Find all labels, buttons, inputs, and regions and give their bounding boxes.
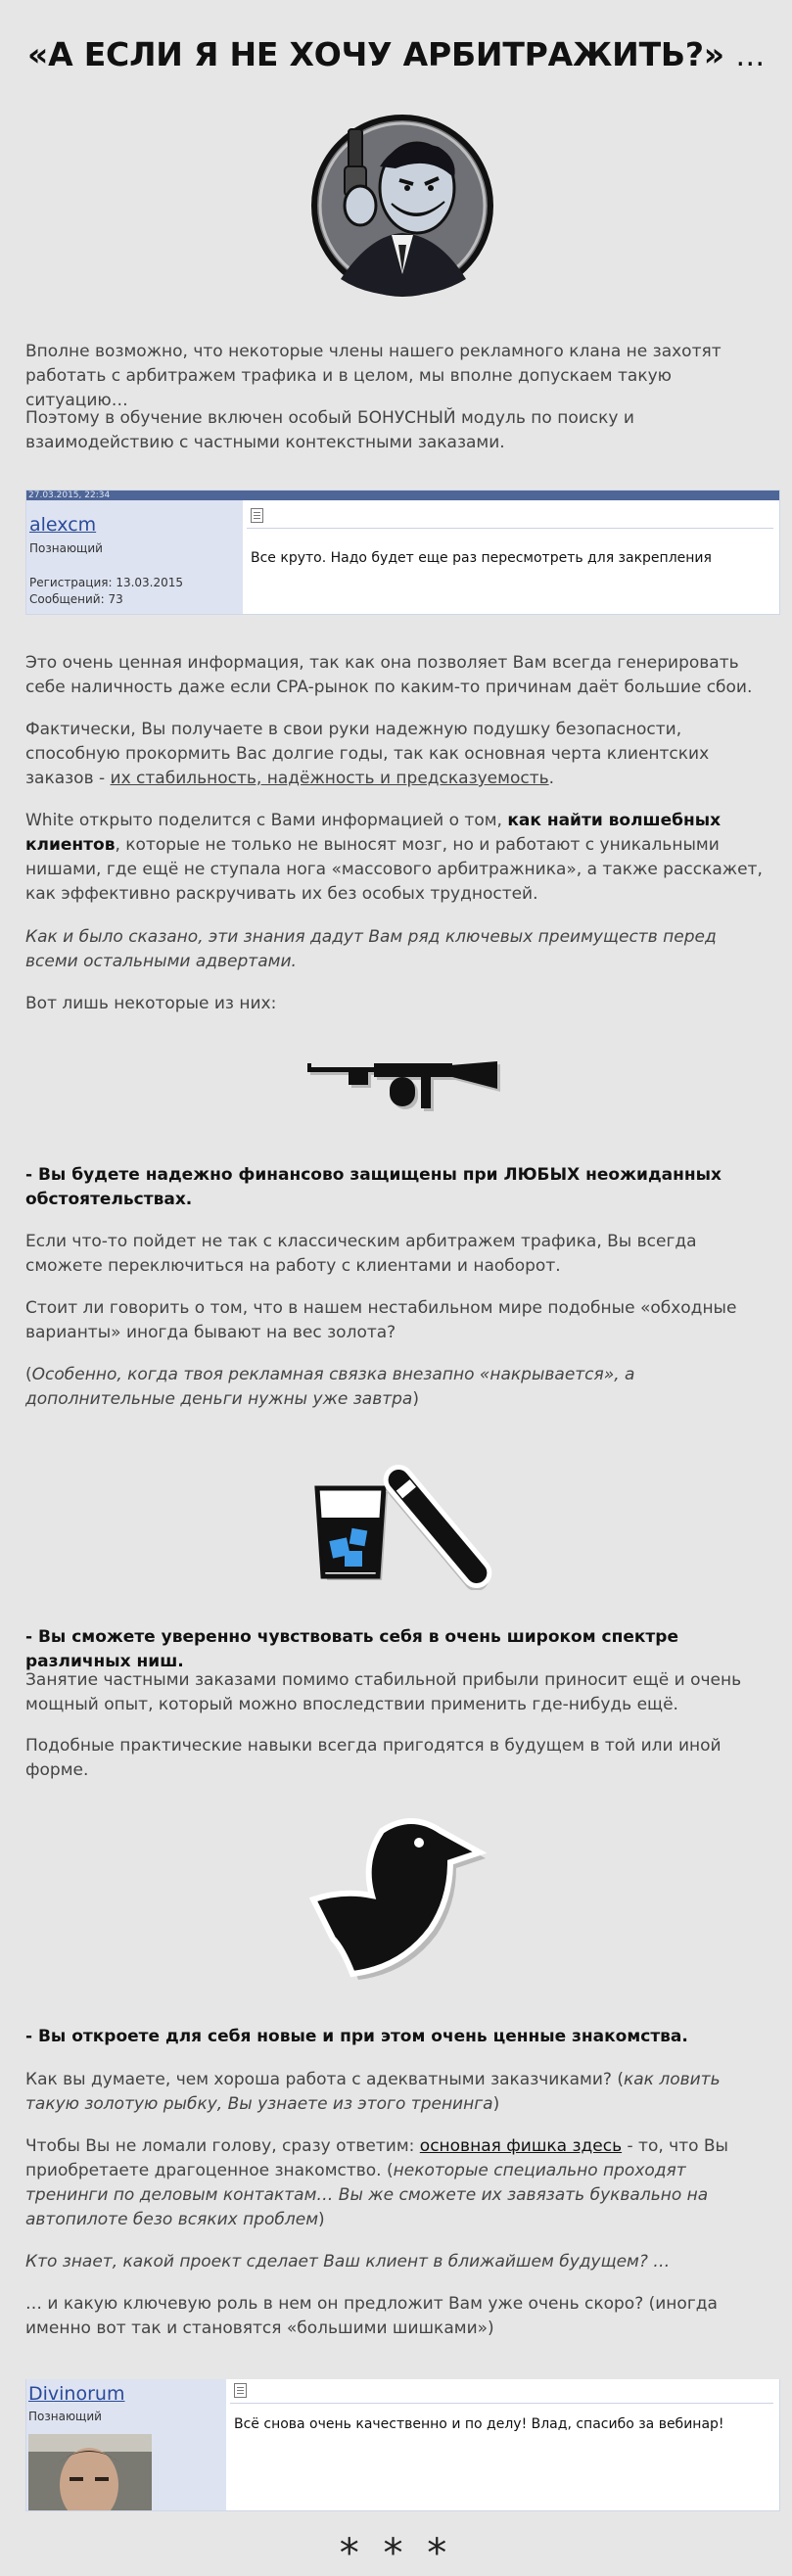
forum-user-rank: Познающий	[28, 2410, 102, 2423]
benefit-1-paragraph-3-close: )	[412, 1389, 419, 1409]
benefit-1-paragraph-3-text: Особенно, когда твоя рекламная связка внезапно «накрывается», а дополнительные деньги нужны уже завтра	[25, 1365, 635, 1409]
forum-screenshot-1	[25, 490, 780, 615]
page-title-ellipsis: …	[735, 39, 766, 73]
cigar-icon	[374, 1463, 501, 1590]
section-divider-stars: * * *	[339, 2531, 453, 2576]
intro-paragraph-2: Поэтому в обучение включен особый БОНУСНЫЙ модуль по поиску и взаимодействию с частными контекстными заказами.	[25, 408, 634, 452]
benefit-1-heading: - Вы будете надежно финансово защищены при ЛЮБЫХ неожиданных обстоятельствах.	[25, 1165, 722, 1209]
body-paragraph-1: Это очень ценная информация, так как она позволяет Вам всегда генерировать себе наличность даже если CPA-рынок по каким-то причинам даёт большие сбои.	[25, 653, 753, 697]
forum-post-date: 27.03.2015, 22:34	[26, 491, 779, 500]
bird-icon	[303, 1802, 503, 1984]
forum-user-rank: Познающий	[29, 541, 103, 555]
forum-username-link[interactable]: Divinorum	[28, 2383, 125, 2405]
body-paragraph-4-text: Как и было сказано, эти знания дадут Вам ряд ключевых преимуществ перед всеми остальными адвертами.	[25, 927, 717, 971]
forum-user-registration: Регистрация: 13.03.2015	[29, 576, 184, 589]
magic-clients-highlight: как найти волшебных клиентов	[25, 811, 722, 855]
benefit-3-paragraph-4: … и какую ключевую роль в нем он предложит Вам уже очень скоро? (иногда именно вот так и становятся «большими шишками»)	[25, 2294, 718, 2338]
benefit-3-paragraph-1-start: Как вы думаете, чем хороша работа с адекватными заказчиками? (	[25, 2070, 624, 2089]
intro-paragraph-1: Вполне возможно, что некоторые члены нашего рекламного клана не захотят работать с арбитражем трафика и в целом, мы вполне допускаем такую ситуацию…	[25, 342, 722, 410]
benefit-1-paragraph-3	[25, 1363, 769, 1412]
body-paragraph-2-end: .	[548, 769, 555, 788]
forum-username-link[interactable]: alexcm	[29, 514, 97, 536]
forum-user-messages: Сообщений: 73	[29, 592, 123, 606]
page-title	[0, 35, 792, 73]
document-icon	[251, 508, 263, 523]
benefit-1-paragraph-3-open: (	[25, 1365, 32, 1384]
benefit-3-paragraph-2-mid: - то, что Вы приобретаете драгоценное знакомство. (	[25, 2136, 728, 2180]
forum-post-text: Все круто. Надо будет еще раз пересмотреть для закрепления	[251, 550, 712, 566]
benefit-3-paragraph-3	[25, 2250, 769, 2274]
forum-post-text: Всё снова очень качественно и по делу! Влад, спасибо за вебинар!	[234, 2416, 724, 2432]
benefit-3-paragraph-1-end: )	[492, 2094, 500, 2114]
gangster-illustration	[302, 108, 503, 304]
benefit-3-paragraph-1	[25, 2068, 769, 2117]
forum-screenshot-2	[25, 2379, 780, 2511]
benefit-3-paragraph-2-end: )	[318, 2210, 325, 2229]
benefit-3-paragraph-3-text: Кто знает, какой проект сделает Ваш клиент в ближайшем будущем? …	[25, 2252, 671, 2272]
benefit-3-paragraph-2	[25, 2134, 769, 2232]
body-paragraph-2-text: Фактически, Вы получаете в свои руки надежную подушку безопасности, способную прокормить Вас долгие годы, так как основная черта клиентских заказов -	[25, 720, 710, 788]
tommy-gun-icon	[305, 1055, 501, 1126]
benefit-3-paragraph-2-start: Чтобы Вы не ломали голову, сразу ответим:	[25, 2136, 420, 2156]
user-avatar	[28, 2434, 152, 2511]
page-title-text: «А ЕСЛИ Я НЕ ХОЧУ АРБИТРАЖИТЬ?»	[26, 35, 724, 73]
benefit-2-paragraph-1: Занятие частными заказами помимо стабильной прибыли приносит ещё и очень мощный опыт, который можно впоследствии применить где-нибудь ещё.	[25, 1670, 742, 1714]
benefit-3-paragraph-2-italic: некоторые специально проходят тренинги по деловым контактам… Вы же сможете их завязать буквально на автопилоте безо всяких проблем	[25, 2161, 709, 2229]
body-paragraph-3-start: White открыто поделится с Вами информацией о том,	[25, 811, 508, 830]
body-paragraph-3-end: , которые не только не выносят мозг, но и работают с уникальными нишами, где ещё не ступала нога «массового арбитражника», а также расскажет, как эффективно раскручивать их без особых трудностей.	[25, 835, 763, 904]
document-icon	[234, 2383, 247, 2398]
main-feature-link[interactable]: основная фишка здесь	[419, 2136, 623, 2156]
body-paragraph-4	[25, 925, 769, 974]
benefit-3-heading: - Вы откроете для себя новые и при этом очень ценные знакомства.	[25, 2027, 688, 2046]
benefit-2-paragraph-2: Подобные практические навыки всегда пригодятся в будущем в той или иной форме.	[25, 1736, 722, 1780]
forum-post-divider	[247, 528, 773, 529]
benefit-3-paragraph-1-italic: как ловить такую золотую рыбку, Вы узнаете из этого тренинга	[25, 2070, 721, 2114]
stability-highlight: их стабильность, надёжность и предсказуемость	[110, 769, 549, 788]
benefit-1-paragraph-1: Если что-то пойдет не так с классическим арбитражем трафика, Вы всегда сможете переключиться на работу с клиентами и наоборот.	[25, 1232, 697, 1276]
body-paragraph-3	[25, 809, 769, 907]
body-paragraph-5: Вот лишь некоторые из них:	[25, 994, 277, 1013]
forum-post-divider	[230, 2403, 773, 2404]
body-paragraph-2	[25, 718, 769, 791]
benefit-2-heading: - Вы сможете уверенно чувствовать себя в очень широком спектре различных ниш.	[25, 1627, 678, 1671]
benefit-1-paragraph-2: Стоит ли говорить о том, что в нашем нестабильном мире подобные «обходные варианты» иногда бывают на вес золота?	[25, 1298, 737, 1342]
